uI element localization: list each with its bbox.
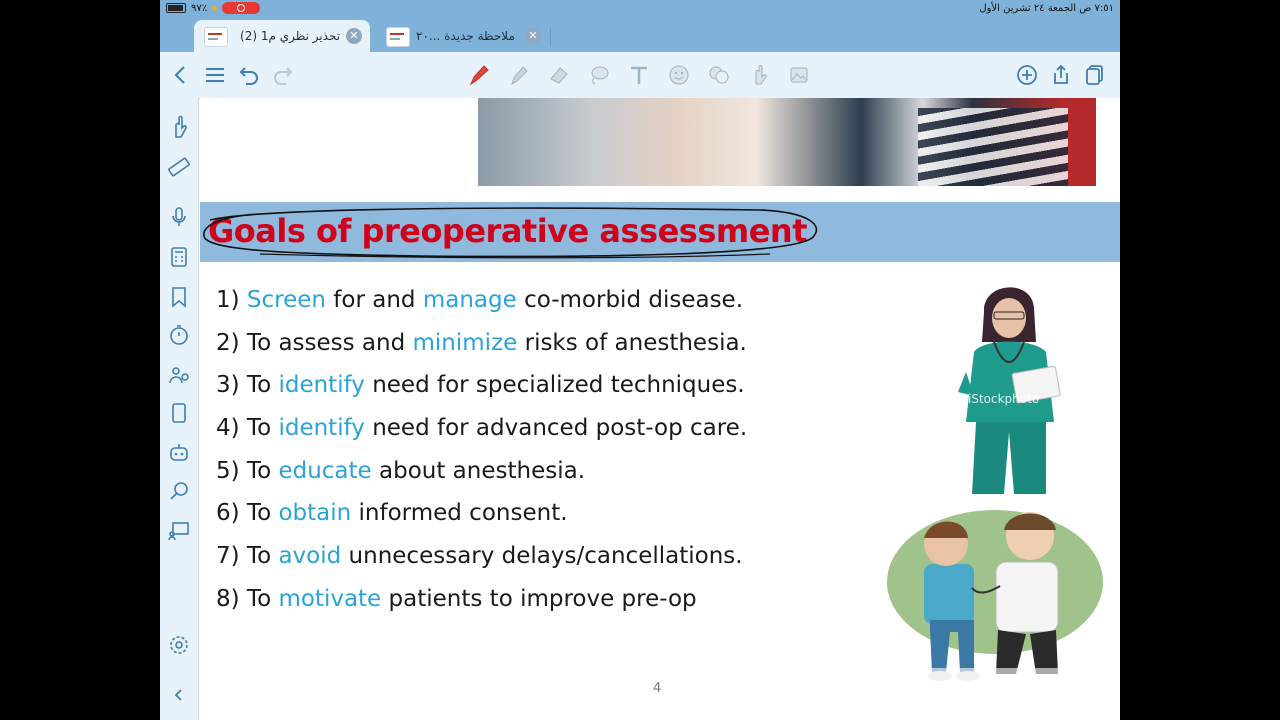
goal-text: for and: [326, 287, 423, 313]
collapse-icon[interactable]: [166, 682, 192, 708]
highlighter-icon[interactable]: [506, 62, 532, 88]
list-icon[interactable]: [202, 62, 228, 88]
tab-bar: [160, 18, 1120, 52]
tab-document-1[interactable]: [194, 20, 370, 52]
collaborate-icon[interactable]: [166, 362, 192, 388]
eraser-icon[interactable]: [546, 62, 572, 88]
settings-icon[interactable]: [166, 632, 192, 658]
tab-document-2[interactable]: [380, 20, 550, 52]
goal-text: unnecessary delays/cancellations.: [341, 543, 743, 570]
page-number: 4: [653, 681, 662, 696]
goal-number: 8): [216, 585, 240, 612]
goal-number: 7): [216, 543, 240, 570]
toolbar: [160, 52, 1120, 99]
goal-text: about anesthesia.: [371, 457, 586, 484]
screen-recording-icon[interactable]: [222, 2, 260, 14]
goal-keyword: obtain: [278, 500, 352, 527]
goal-text: informed consent.: [351, 500, 568, 527]
goal-number: 6): [216, 500, 240, 527]
goal-text: co-morbid disease.: [516, 287, 744, 313]
redo-icon[interactable]: [270, 62, 296, 88]
goal-text: need for specialized techniques.: [364, 372, 745, 399]
goal-text: patients to improve pre-op: [381, 585, 697, 612]
status-datetime: ٧:٥١ ص الجمعة ٢٤ تشرين الأول: [979, 3, 1114, 14]
document-thumbnail-icon: [386, 27, 410, 47]
search-icon[interactable]: [166, 478, 192, 504]
goal-text: need for advanced post-op care.: [364, 415, 748, 442]
status-left: [166, 2, 260, 14]
status-bar: [160, 0, 1120, 18]
goal-item: [216, 450, 747, 493]
orange-dot-icon: [212, 6, 217, 11]
timer-icon[interactable]: [166, 322, 192, 348]
goal-keyword: identify: [278, 415, 365, 442]
title-band: [200, 202, 1120, 262]
hand-icon[interactable]: [746, 62, 772, 88]
calculator-icon[interactable]: [166, 244, 192, 270]
nurse-watermark: iStockphoto: [968, 392, 1040, 406]
pen-icon[interactable]: [466, 62, 492, 88]
ruler-icon[interactable]: [166, 154, 192, 180]
goal-number: 1): [216, 287, 240, 313]
ai-assistant-icon[interactable]: [166, 440, 192, 466]
chevron-left-icon[interactable]: [168, 62, 194, 88]
goal-text: To: [246, 415, 279, 442]
goal-text: To: [246, 372, 279, 399]
tab-label: ملاحظة جديدة ...٢٠: [416, 29, 515, 43]
striped-shirt: [918, 108, 1068, 186]
goal-keyword: avoid: [278, 543, 342, 570]
image-icon[interactable]: [786, 62, 812, 88]
goal-text: risks of anesthesia.: [517, 329, 747, 356]
goal-number: 3): [216, 372, 240, 399]
bookmark-icon[interactable]: [166, 284, 192, 310]
flashcard-icon[interactable]: [166, 400, 192, 426]
goal-text: To: [246, 543, 279, 570]
goal-text: To: [246, 500, 279, 527]
tab-divider: [550, 28, 551, 46]
blood-pressure-photo: [478, 98, 1096, 186]
goal-item: [216, 578, 747, 621]
lasso-icon[interactable]: [586, 62, 612, 88]
goal-item: [216, 322, 747, 365]
pages-icon[interactable]: [1082, 62, 1108, 88]
goal-keyword: identify: [278, 372, 365, 399]
goal-item: [216, 279, 747, 322]
add-page-icon[interactable]: [1014, 62, 1040, 88]
goal-text: To: [246, 457, 279, 484]
close-tab-icon[interactable]: ✕: [525, 28, 541, 44]
battery-percent: ٩٧٪: [191, 2, 208, 14]
battery-icon: [166, 3, 186, 13]
goal-item: [216, 492, 747, 535]
close-tab-icon[interactable]: ✕: [346, 28, 362, 44]
microphone-icon[interactable]: [166, 204, 192, 230]
share-icon[interactable]: [1048, 62, 1074, 88]
app-screen: [160, 0, 1120, 720]
sidebar: [160, 98, 199, 720]
document-thumbnail-icon: [204, 27, 228, 47]
tab-label: تحذير نظري م1 (2): [240, 29, 341, 43]
nurse-illustration: [954, 272, 1064, 494]
goal-number: 2): [216, 329, 240, 356]
goal-item: [216, 364, 747, 407]
text-icon[interactable]: [626, 62, 652, 88]
undo-icon[interactable]: [236, 62, 262, 88]
goal-keyword: minimize: [412, 329, 518, 356]
slide-title: Goals of preoperative assessment: [208, 212, 807, 250]
presentation-icon[interactable]: [166, 518, 192, 544]
goal-text: To: [246, 585, 279, 612]
goal-keyword: Screen: [246, 287, 326, 313]
doctor-patient-illustration: [880, 502, 1110, 688]
goal-keyword: educate: [278, 457, 372, 484]
goal-text: To assess and: [246, 329, 413, 356]
goal-keyword: motivate: [278, 585, 382, 612]
goal-item: [216, 407, 747, 450]
sticker-icon[interactable]: [666, 62, 692, 88]
translate-icon[interactable]: [706, 62, 732, 88]
hand-pointer-icon[interactable]: [166, 114, 192, 140]
goal-keyword: manage: [422, 287, 517, 313]
goal-item: [216, 535, 747, 578]
goal-number: 4): [216, 415, 240, 442]
goal-number: 5): [216, 457, 240, 484]
slide-page[interactable]: [200, 98, 1120, 720]
goals-list: [216, 279, 747, 621]
